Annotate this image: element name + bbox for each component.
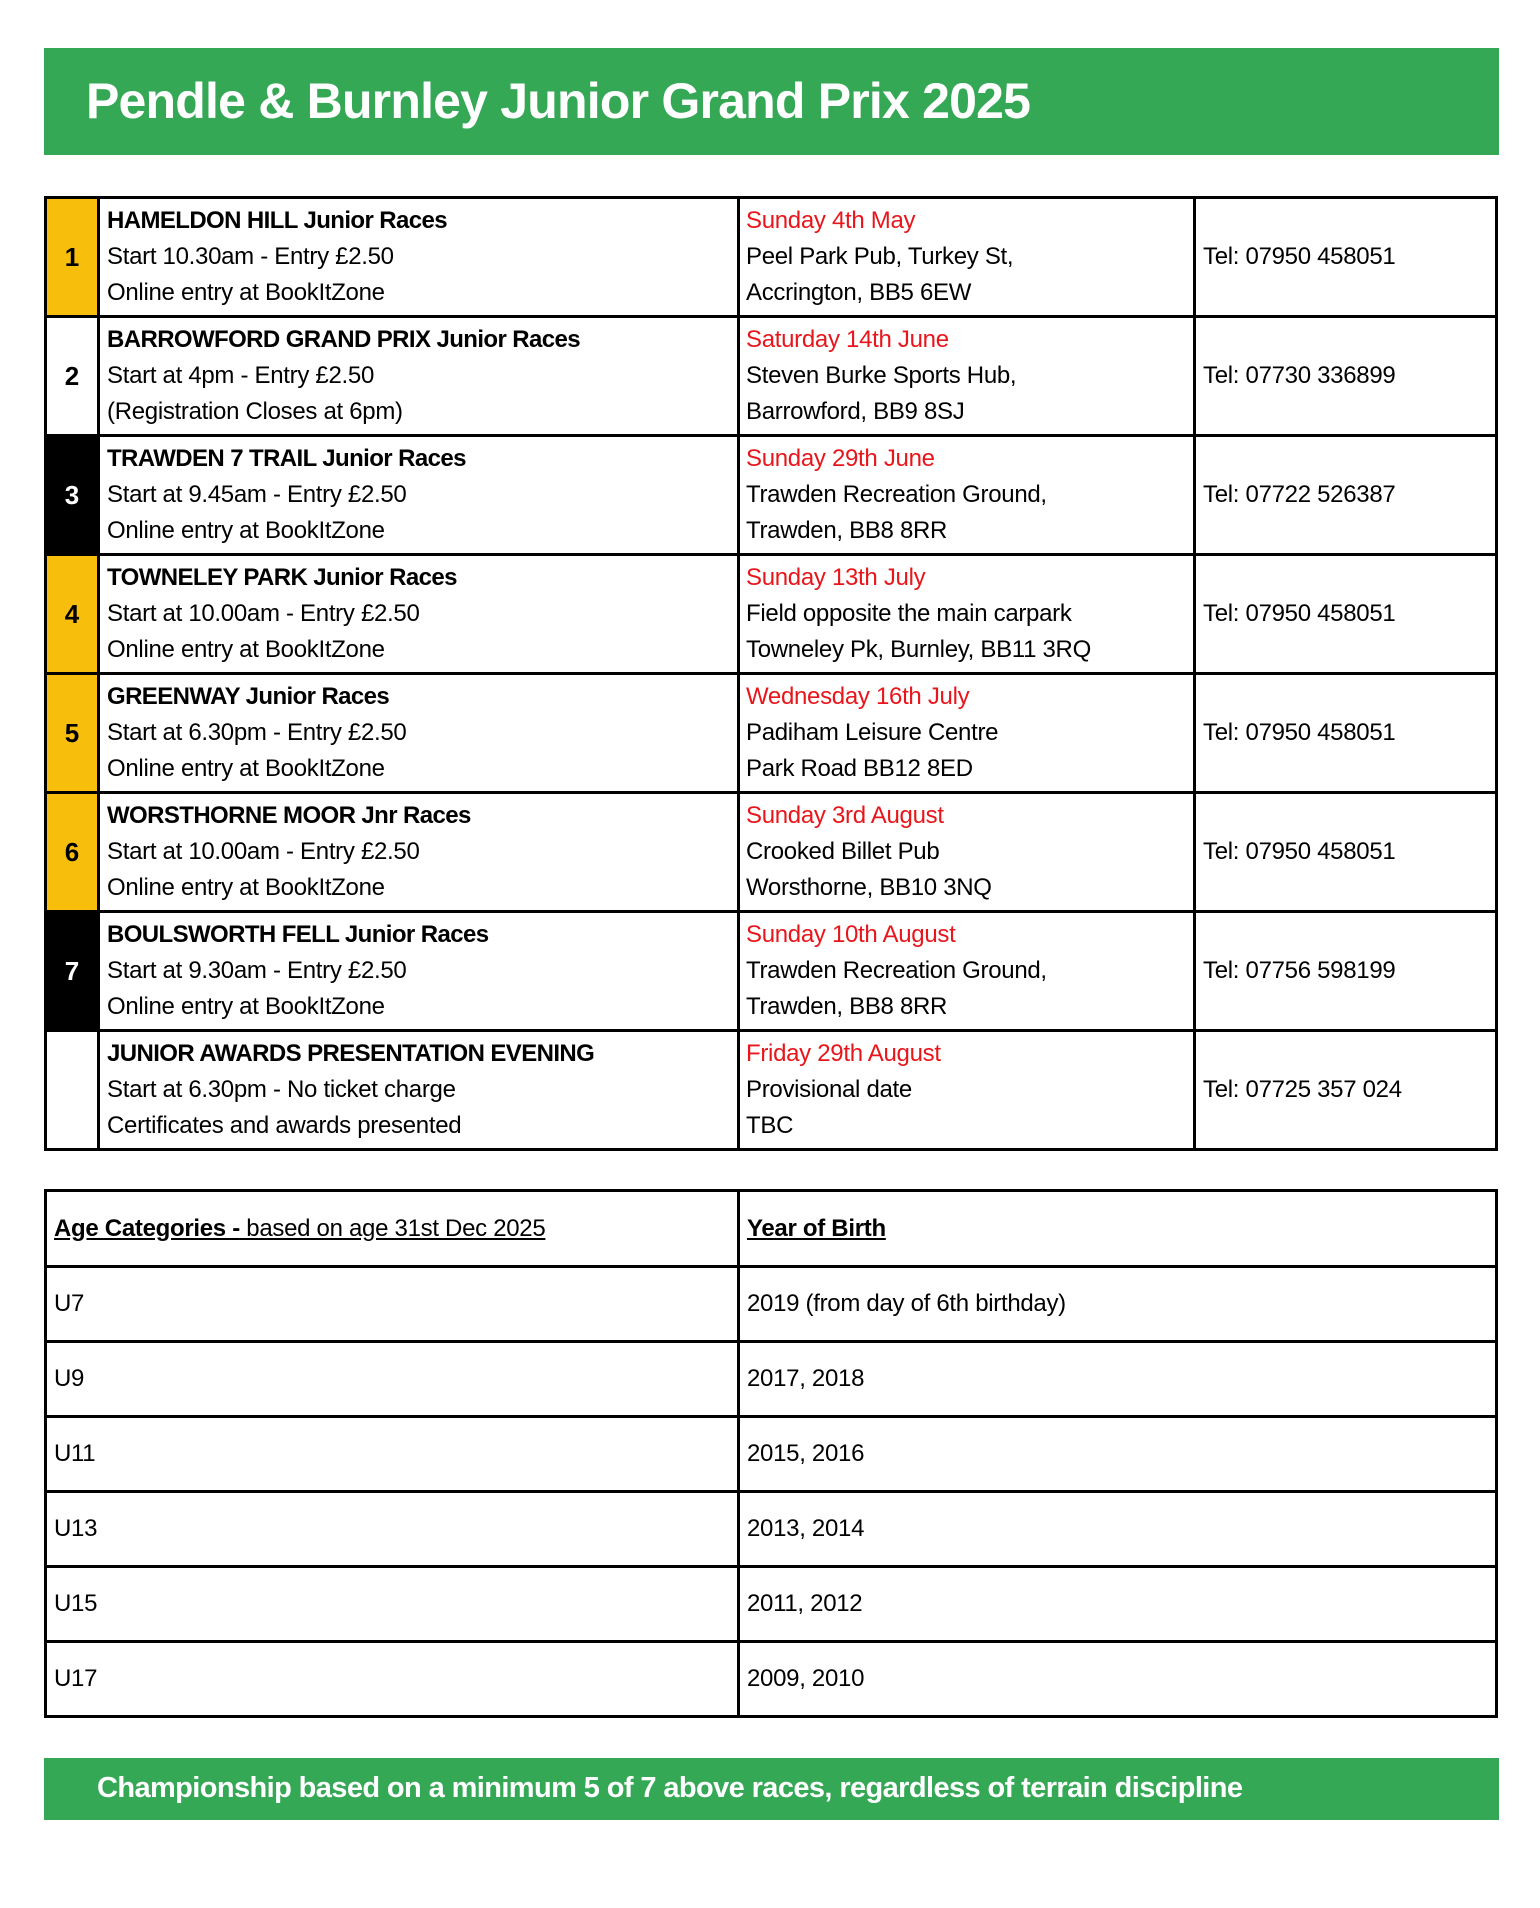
race-venue-cell [739,793,1195,912]
race-event-cell [99,555,739,674]
race-schedule-table [44,196,1498,1151]
race-start-entry: Start at 9.30am - Entry £2.50 [107,957,407,984]
footer-banner [44,1758,1499,1820]
race-venue-line2: Towneley Pk, Burnley, BB11 3RQ [746,636,1091,663]
race-name: GREENWAY Junior Races [107,683,390,710]
race-date: Wednesday 16th July [746,683,970,710]
age-category-header [46,1191,739,1267]
race-start-entry: Start at 10.00am - Entry £2.50 [107,838,420,865]
race-number: 3 [46,436,99,555]
race-name: JUNIOR AWARDS PRESENTATION EVENING [107,1040,595,1067]
race-venue-line1: Trawden Recreation Ground, [746,957,1047,984]
birth-years: 2019 (from day of 6th birthday) [739,1267,1497,1342]
race-number: 2 [46,317,99,436]
race-contact-tel: Tel: 07722 526387 [1195,436,1497,555]
race-venue-line2: Accrington, BB5 6EW [746,279,972,306]
race-contact-tel: Tel: 07756 598199 [1195,912,1497,1031]
race-row [46,793,1497,912]
birth-years: 2015, 2016 [739,1417,1497,1492]
birth-years: 2009, 2010 [739,1642,1497,1717]
race-number: 7 [46,912,99,1031]
race-date: Sunday 29th June [746,445,935,472]
race-row [46,1031,1497,1150]
race-name: TRAWDEN 7 TRAIL Junior Races [107,445,466,472]
race-row [46,555,1497,674]
race-name: TOWNELEY PARK Junior Races [107,564,457,591]
race-date: Sunday 10th August [746,921,956,948]
race-event-cell [99,793,739,912]
race-name: HAMELDON HILL Junior Races [107,207,448,234]
race-venue-line2: TBC [746,1112,794,1139]
race-number: 4 [46,555,99,674]
race-event-cell [99,317,739,436]
race-row [46,912,1497,1031]
race-name: BARROWFORD GRAND PRIX Junior Races [107,326,580,353]
race-venue-line1: Provisional date [746,1076,912,1103]
age-category: U7 [46,1267,739,1342]
race-number: 6 [46,793,99,912]
birth-years: 2017, 2018 [739,1342,1497,1417]
year-of-birth-header [739,1191,1497,1267]
championship-note: Championship based on a minimum 5 of 7 above races, regardless of terrain discipline [97,1772,1243,1804]
race-venue-line1: Padiham Leisure Centre [746,719,999,746]
birth-years: 2013, 2014 [739,1492,1497,1567]
race-row [46,198,1497,317]
race-contact-tel: Tel: 07950 458051 [1195,793,1497,912]
race-row [46,436,1497,555]
race-contact-tel: Tel: 07730 336899 [1195,317,1497,436]
age-category: U13 [46,1492,739,1567]
race-contact-tel: Tel: 07725 357 024 [1195,1031,1497,1150]
race-venue-cell [739,912,1195,1031]
age-category: U17 [46,1642,739,1717]
race-event-cell [99,198,739,317]
age-category: U11 [46,1417,739,1492]
race-venue-line1: Peel Park Pub, Turkey St, [746,243,1014,270]
race-entry-note: Online entry at BookItZone [107,279,385,306]
age-category-header-bold: Age Categories - [54,1214,240,1242]
race-start-entry: Start at 4pm - Entry £2.50 [107,362,374,389]
title-banner [44,48,1499,155]
race-number: 5 [46,674,99,793]
race-entry-note: Certificates and awards presented [107,1112,462,1139]
age-category-row [46,1417,1497,1492]
race-venue-line2: Barrowford, BB9 8SJ [746,398,965,425]
race-name: WORSTHORNE MOOR Jnr Races [107,802,471,829]
race-start-entry: Start at 6.30pm - Entry £2.50 [107,719,407,746]
race-venue-line1: Crooked Billet Pub [746,838,940,865]
age-category-row [46,1567,1497,1642]
race-venue-cell [739,555,1195,674]
race-start-entry: Start at 10.00am - Entry £2.50 [107,600,420,627]
race-name: BOULSWORTH FELL Junior Races [107,921,489,948]
age-category-row [46,1267,1497,1342]
race-entry-note: Online entry at BookItZone [107,517,385,544]
race-contact-tel: Tel: 07950 458051 [1195,198,1497,317]
race-event-cell [99,436,739,555]
year-of-birth-header-label: Year of Birth [747,1214,886,1242]
race-venue-cell [739,674,1195,793]
race-venue-line2: Trawden, BB8 8RR [746,993,948,1020]
race-venue-line1: Field opposite the main carpark [746,600,1072,627]
race-row [46,317,1497,436]
race-venue-line2: Park Road BB12 8ED [746,755,973,782]
age-table-header-row [46,1191,1497,1267]
race-venue-cell [739,1031,1195,1150]
race-entry-note: Online entry at BookItZone [107,636,385,663]
age-categories-table [44,1189,1498,1718]
age-category: U15 [46,1567,739,1642]
race-number: 1 [46,198,99,317]
age-category-header-note: based on age 31st Dec 2025 [239,1214,546,1242]
race-start-entry: Start at 6.30pm - No ticket charge [107,1076,456,1103]
age-category-row [46,1492,1497,1567]
race-start-entry: Start 10.30am - Entry £2.50 [107,243,394,270]
race-entry-note: (Registration Closes at 6pm) [107,398,403,425]
race-date: Sunday 13th July [746,564,926,591]
race-event-cell [99,674,739,793]
race-contact-tel: Tel: 07950 458051 [1195,674,1497,793]
race-date: Sunday 4th May [746,207,916,234]
race-date: Sunday 3rd August [746,802,944,829]
birth-years: 2011, 2012 [739,1567,1497,1642]
race-number [46,1031,99,1150]
race-date: Friday 29th August [746,1040,941,1067]
race-date: Saturday 14th June [746,326,949,353]
race-entry-note: Online entry at BookItZone [107,874,385,901]
race-start-entry: Start at 9.45am - Entry £2.50 [107,481,407,508]
race-event-cell [99,912,739,1031]
race-contact-tel: Tel: 07950 458051 [1195,555,1497,674]
race-venue-cell [739,317,1195,436]
race-venue-line1: Trawden Recreation Ground, [746,481,1047,508]
race-entry-note: Online entry at BookItZone [107,755,385,782]
race-row [46,674,1497,793]
race-event-cell [99,1031,739,1150]
race-venue-line2: Worsthorne, BB10 3NQ [746,874,992,901]
age-category-row [46,1342,1497,1417]
race-venue-line1: Steven Burke Sports Hub, [746,362,1017,389]
race-venue-cell [739,198,1195,317]
age-category: U9 [46,1342,739,1417]
race-entry-note: Online entry at BookItZone [107,993,385,1020]
race-venue-cell [739,436,1195,555]
page-title: Pendle & Burnley Junior Grand Prix 2025 [86,73,1031,129]
age-category-row [46,1642,1497,1717]
race-venue-line2: Trawden, BB8 8RR [746,517,948,544]
